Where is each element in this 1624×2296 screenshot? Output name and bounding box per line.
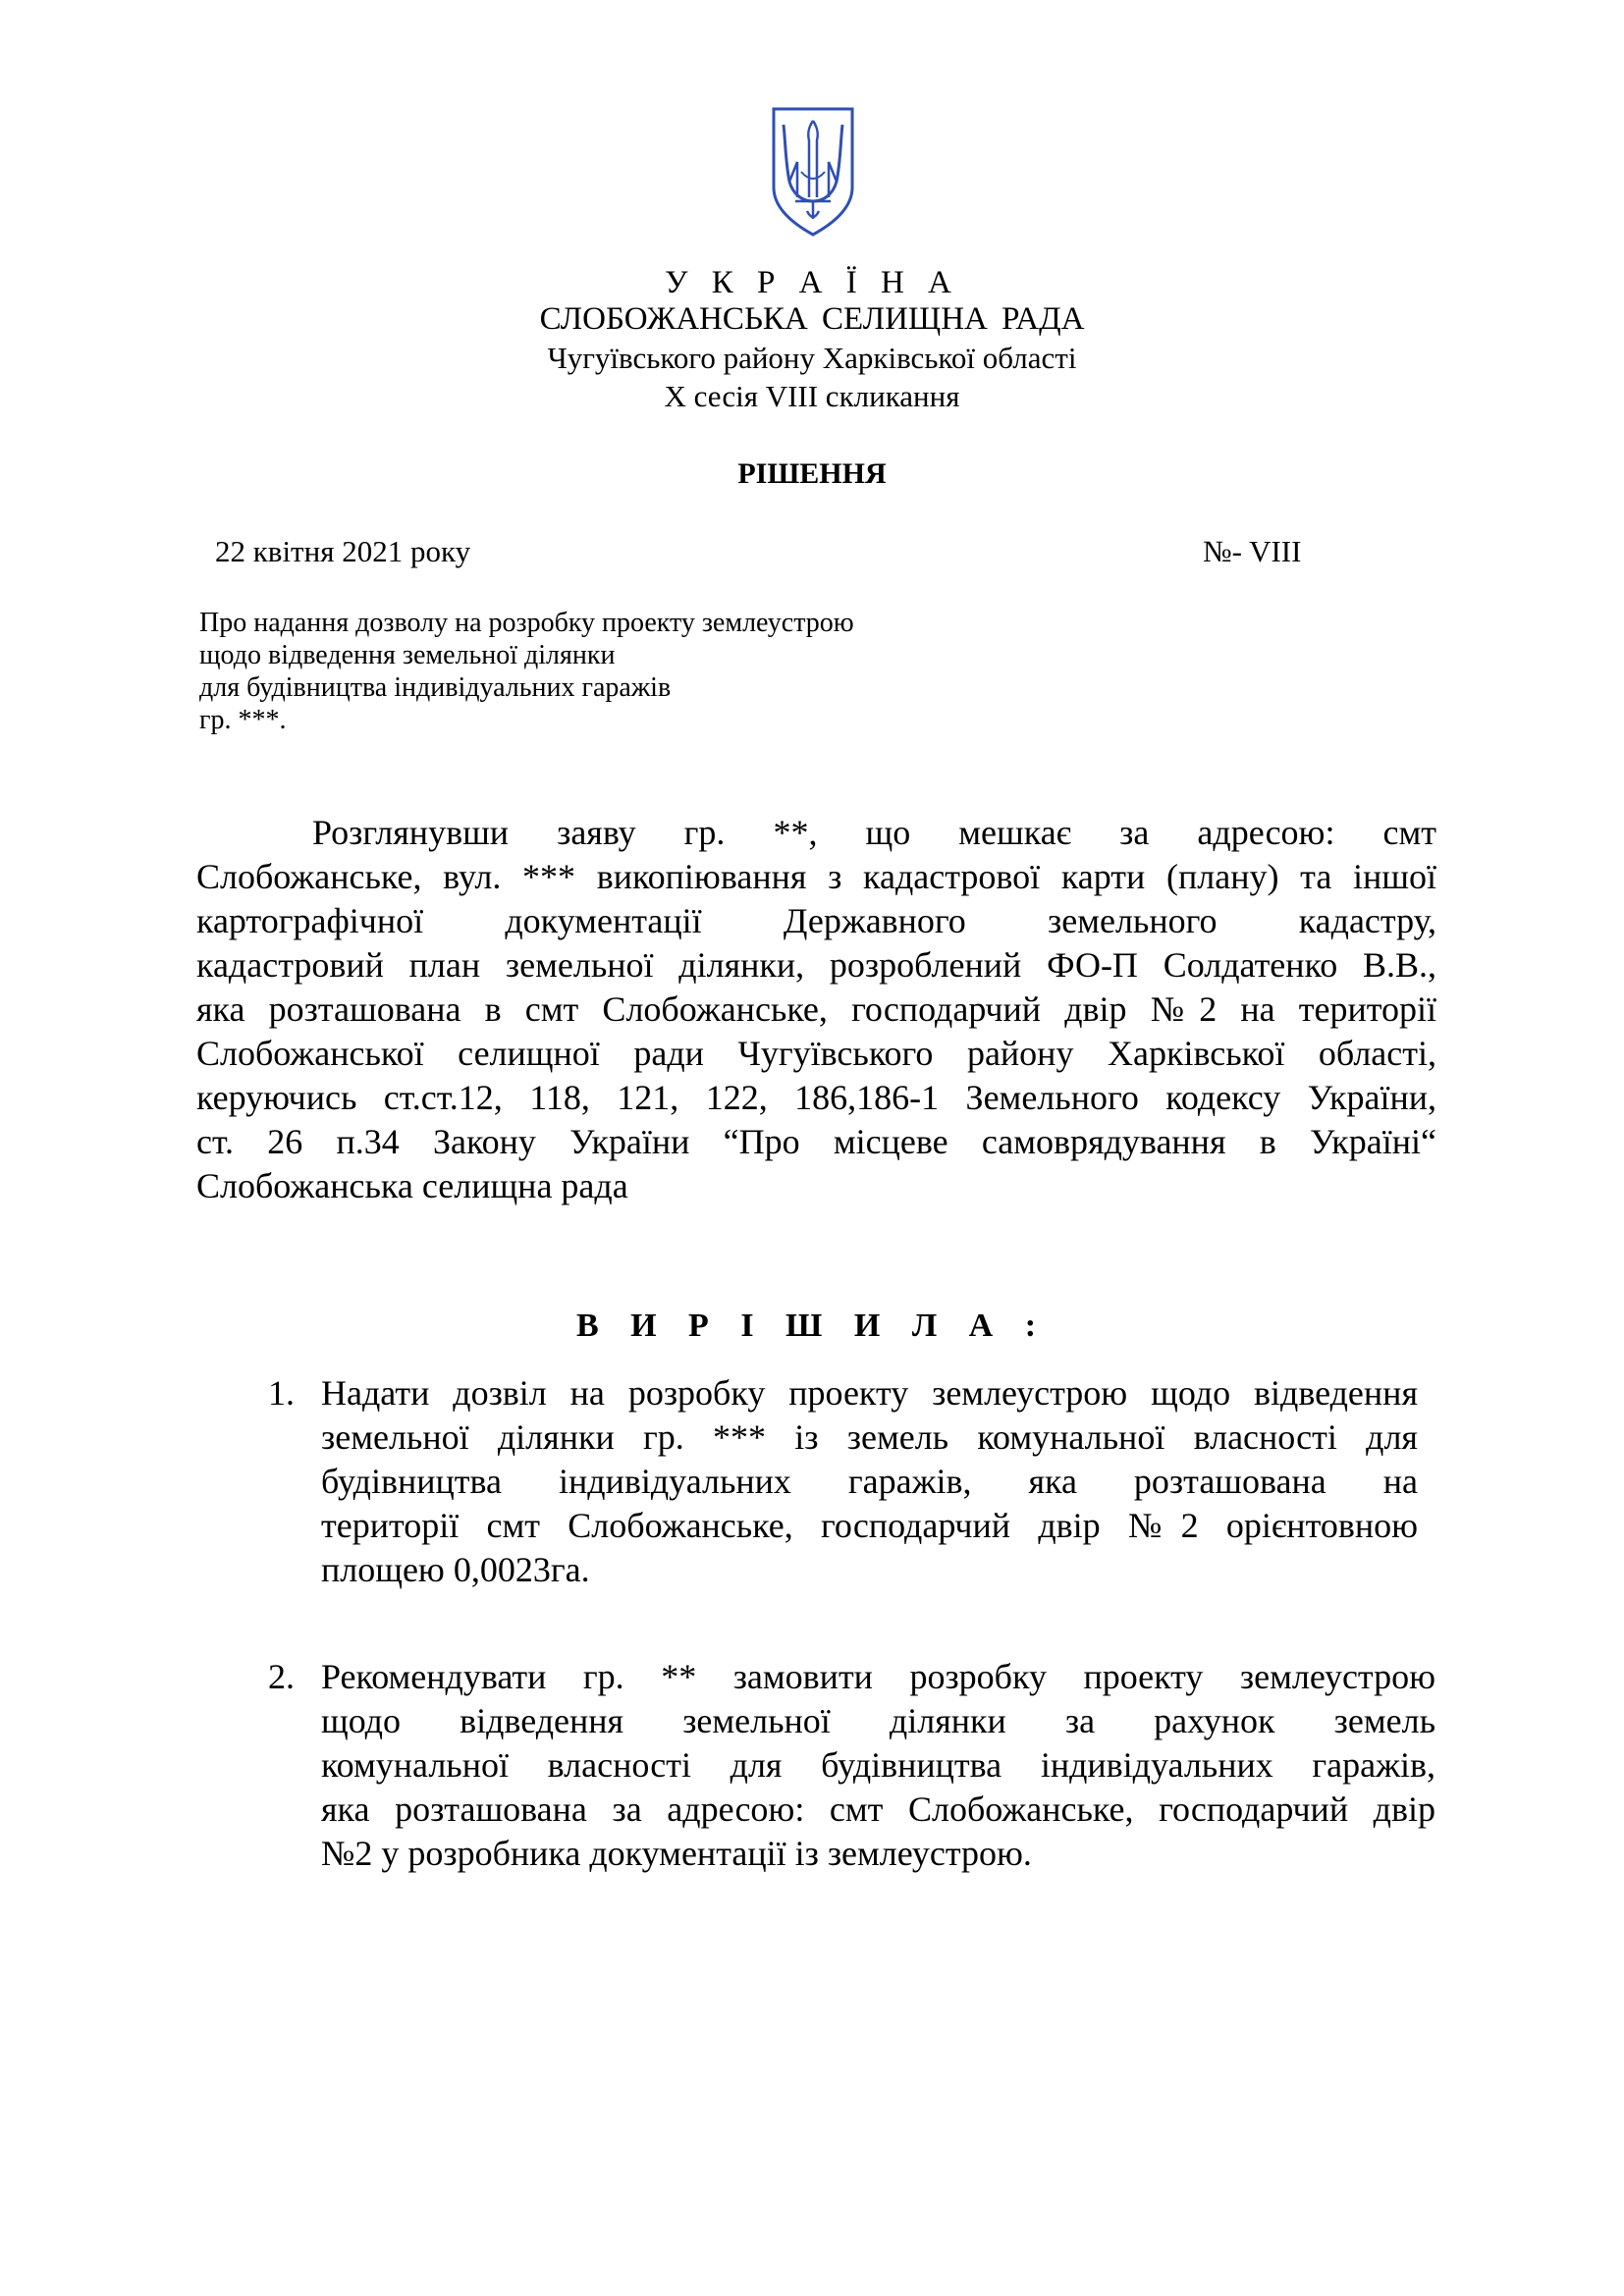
decision-item [321, 1371, 1418, 1592]
preamble-line: кадастровий план земельної ділянки, розроблений ФО-П Солдатенко В.В., [196, 945, 1436, 985]
subject-line: Про надання дозволу на розробку проекту землеустрою [199, 608, 854, 638]
preamble-line: ст. 26 п.34 Закону України “Про місцеве самоврядування в Україні“ [196, 1122, 1436, 1161]
subject-line: для будівництва індивідуальних гаражів [199, 672, 672, 703]
header-country: У К Р А Ї Н А [665, 265, 959, 300]
subject-line: щодо відведення земельної ділянки [199, 640, 616, 670]
subject-line: гр. ***. [199, 705, 287, 735]
decision-line: комунальної власності для будівництва індивідуальних гаражів, [321, 1745, 1435, 1785]
decision-number: №- VIII [1203, 534, 1302, 568]
header-district: Чугуївського району Харківської області [547, 341, 1077, 375]
decision-item-number: 2. [268, 1657, 295, 1696]
decision-line: Надати дозвіл на розробку проекту землеустрою щодо відведення [321, 1373, 1418, 1413]
preamble-line: керуючись ст.ст.12, 118, 121, 122, 186,186-1 Земельного кодексу України, [196, 1078, 1436, 1117]
ukraine-trident-emblem-icon [768, 103, 858, 240]
decided-heading: В И Р І Ш И Л А : [575, 1308, 1049, 1344]
header-session: X сесія VIII скликання [664, 379, 960, 413]
decision-line: №2 у розробника документації із землеустрою. [321, 1834, 1032, 1873]
preamble-line: Слобожанська селищна рада [196, 1166, 628, 1205]
decision-subject [199, 607, 854, 736]
decision-line: площею 0,0023га. [321, 1550, 590, 1589]
preamble-line: картографічної документації Державного земельного кадастру, [196, 901, 1436, 940]
decision-line: щодо відведення земельної ділянки за рахунок земель [321, 1701, 1435, 1740]
preamble-line: Слобожанської селищної ради Чугуївського району Харківської області, [196, 1034, 1436, 1073]
preamble-paragraph [196, 811, 1436, 1208]
decision-line: яка розташована за адресою: смт Слобожанське, господарчий двір [321, 1789, 1435, 1829]
preamble-line: яка розташована в смт Слобожанське, господарчий двір №2 на території [196, 989, 1436, 1029]
preamble-line: Розглянувши заяву гр. **, що мешкає за адресою: смт [312, 813, 1436, 852]
decision-line: земельної ділянки гр. *** із земель комунальної власності для [321, 1417, 1418, 1457]
decision-line: будівництва індивідуальних гаражів, яка розташована на [321, 1462, 1418, 1501]
header-council-name: СЛОБОЖАНСЬКА СЕЛИЩНА РАДА [539, 301, 1085, 337]
preamble-line: Слобожанське, вул. *** викопіювання з кадастрової карти (плану) та іншої [196, 857, 1436, 896]
decision-item-number: 1. [268, 1373, 295, 1413]
decision-line: території смт Слобожанське, господарчий двір №2 орієнтовною [321, 1506, 1418, 1545]
decision-item [321, 1655, 1435, 1876]
document-title: РІШЕННЯ [737, 457, 887, 490]
decision-line: Рекомендувати гр. ** замовити розробку проекту землеустрою [321, 1657, 1435, 1696]
decision-date: 22 квітня 2021 року [215, 534, 471, 568]
